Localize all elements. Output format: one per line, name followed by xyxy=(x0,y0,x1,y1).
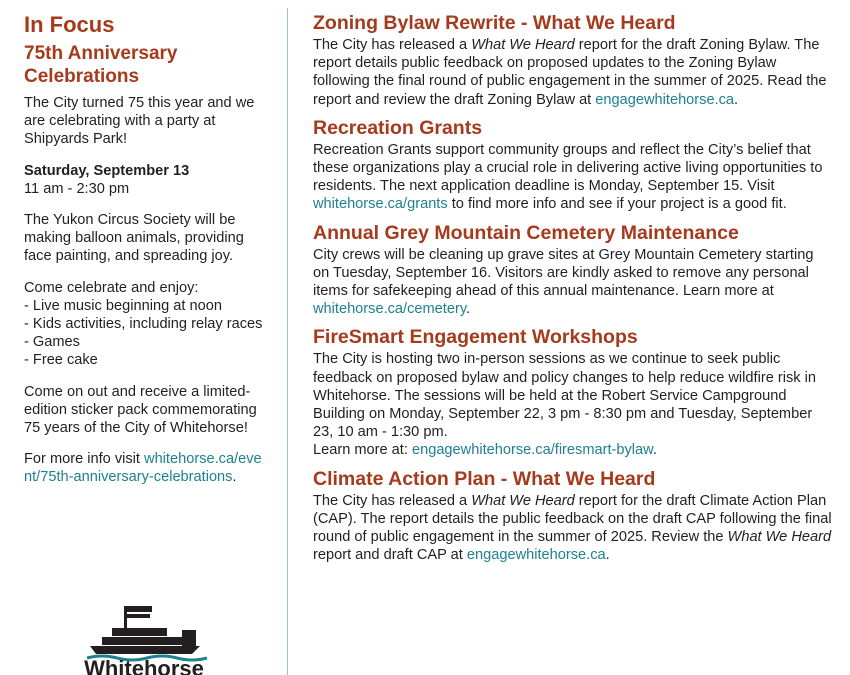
grants-link[interactable]: whitehorse.ca/grants xyxy=(313,196,448,213)
logo-paddlewheel xyxy=(182,630,196,646)
firesmart-heading: FireSmart Engagement Workshops xyxy=(313,326,638,349)
section-zoning xyxy=(313,10,833,109)
grants-text-1: Recreation Grants support community groups and reflect the City’s belief that these organizations play a crucial role in delivering active living opportunities to residents. The next application deadline is Monday, September 15. Visit xyxy=(313,141,823,195)
logo-flag xyxy=(127,606,152,618)
more-info xyxy=(24,450,264,486)
list-item: - Free cake xyxy=(24,352,98,369)
list-item: - Live music beginning at noon xyxy=(24,297,222,314)
logo-hull xyxy=(90,646,200,654)
subtitle-line-1: 75th Anniversary xyxy=(24,43,178,64)
sticker-text: Come on out and receive a limited-edition sticker pack commemorating 75 years of the City of Whitehorse! xyxy=(24,383,257,437)
firesmart-learn-more xyxy=(313,441,833,459)
zoning-heading: Zoning Bylaw Rewrite - What We Heard xyxy=(313,12,676,34)
cemetery-text-1: City crews will be cleaning up grave sites at Grey Mountain Cemetery starting on Tuesday, September 16. Visitors are kindly asked to remove any personal items for safekeeping ahead of this annual maintenance. Learn more at xyxy=(313,246,814,300)
circus-text: The Yukon Circus Society will be making balloon animals, providing face painting, and spreading joy. xyxy=(24,212,244,265)
section-cemetery xyxy=(313,220,833,319)
logo-deck-upper xyxy=(112,628,167,636)
subtitle-line-2: Celebrations xyxy=(24,66,140,87)
logo-deck-lower xyxy=(102,637,182,645)
firesmart-end: . xyxy=(652,442,657,459)
list-item: - Kids activities, including relay races xyxy=(24,316,263,333)
section-grants xyxy=(313,115,833,214)
zoning-text-1: The City has released a xyxy=(313,37,472,53)
climate-text-1: The City has released a xyxy=(313,492,472,509)
event-time: 11 am - 2:30 pm xyxy=(24,180,130,197)
whitehorse-logo xyxy=(72,600,217,675)
climate-end: . xyxy=(605,547,610,564)
intro-text: The City turned 75 this year and we are celebrating with a party at Shipyards Park! xyxy=(24,95,255,148)
event-date: Saturday, September 13 xyxy=(24,162,190,179)
climate-text-2: report for the draft Climate Action Plan (CAP). The report details the public feedback on the draft CAP following the final round of public engagement in the summer of 2025. Review the xyxy=(313,492,832,546)
section-climate xyxy=(313,466,833,565)
climate-heading: Climate Action Plan - What We Heard xyxy=(313,467,656,490)
section-firesmart xyxy=(313,324,833,459)
list-item: - Games xyxy=(24,334,80,351)
climate-link[interactable]: engagewhitehorse.ca xyxy=(466,547,606,564)
firesmart-text-2: Learn more at: xyxy=(313,442,412,459)
logo-wordmark: Whitehorse xyxy=(84,656,204,675)
grants-heading: Recreation Grants xyxy=(313,116,483,139)
grants-body xyxy=(313,141,833,214)
more-info-prefix: For more info visit xyxy=(24,451,145,468)
climate-text-3: report and draft CAP at xyxy=(313,547,467,564)
climate-body xyxy=(313,492,833,565)
firesmart-body: The City is hosting two in-person sessions as we continue to seek public feedback on proposed bylaw and policy changes to help reduce wildfire risk in Whitehorse. The sessions will be held at the Robert Service Campground Building on Monday, September 22, 3 pm - 8:30 pm and Tuesday, September 23, 10 am - 1:30 pm. xyxy=(313,351,816,441)
cemetery-end: . xyxy=(466,301,471,318)
column-divider xyxy=(287,8,288,675)
zoning-end: . xyxy=(734,91,739,108)
zoning-text-2: report for the draft Zoning Bylaw. The report details public feedback on proposed updates to the Zoning Bylaw following the final round of public engagement in the summer of 2025. Read the report and review the draft Zoning Bylaw at xyxy=(313,37,827,108)
event-link[interactable]: whitehorse.ca/event/75th-anniversary-celebrations xyxy=(24,451,262,486)
sidebar-in-focus xyxy=(24,10,264,487)
zoning-link[interactable]: engagewhitehorse.ca xyxy=(595,91,735,108)
firesmart-link[interactable]: engagewhitehorse.ca/firesmart-bylaw xyxy=(411,442,653,459)
more-info-suffix: . xyxy=(232,469,237,486)
grants-text-2: to find more info and see if your project is a good fit. xyxy=(447,196,787,213)
page-title: In Focus xyxy=(24,12,115,37)
climate-emphasis-2: What We Heard xyxy=(727,529,832,546)
zoning-body xyxy=(313,36,833,109)
cemetery-heading: Annual Grey Mountain Cemetery Maintenance xyxy=(313,221,739,244)
news-column xyxy=(313,10,833,570)
cemetery-body xyxy=(313,246,833,319)
enjoy-intro: Come celebrate and enjoy: xyxy=(24,279,199,296)
cemetery-link[interactable]: whitehorse.ca/cemetery xyxy=(313,301,467,318)
subtitle xyxy=(24,42,264,88)
climate-emphasis-1: What We Heard xyxy=(471,492,575,509)
zoning-emphasis: What We Heard xyxy=(471,37,575,53)
